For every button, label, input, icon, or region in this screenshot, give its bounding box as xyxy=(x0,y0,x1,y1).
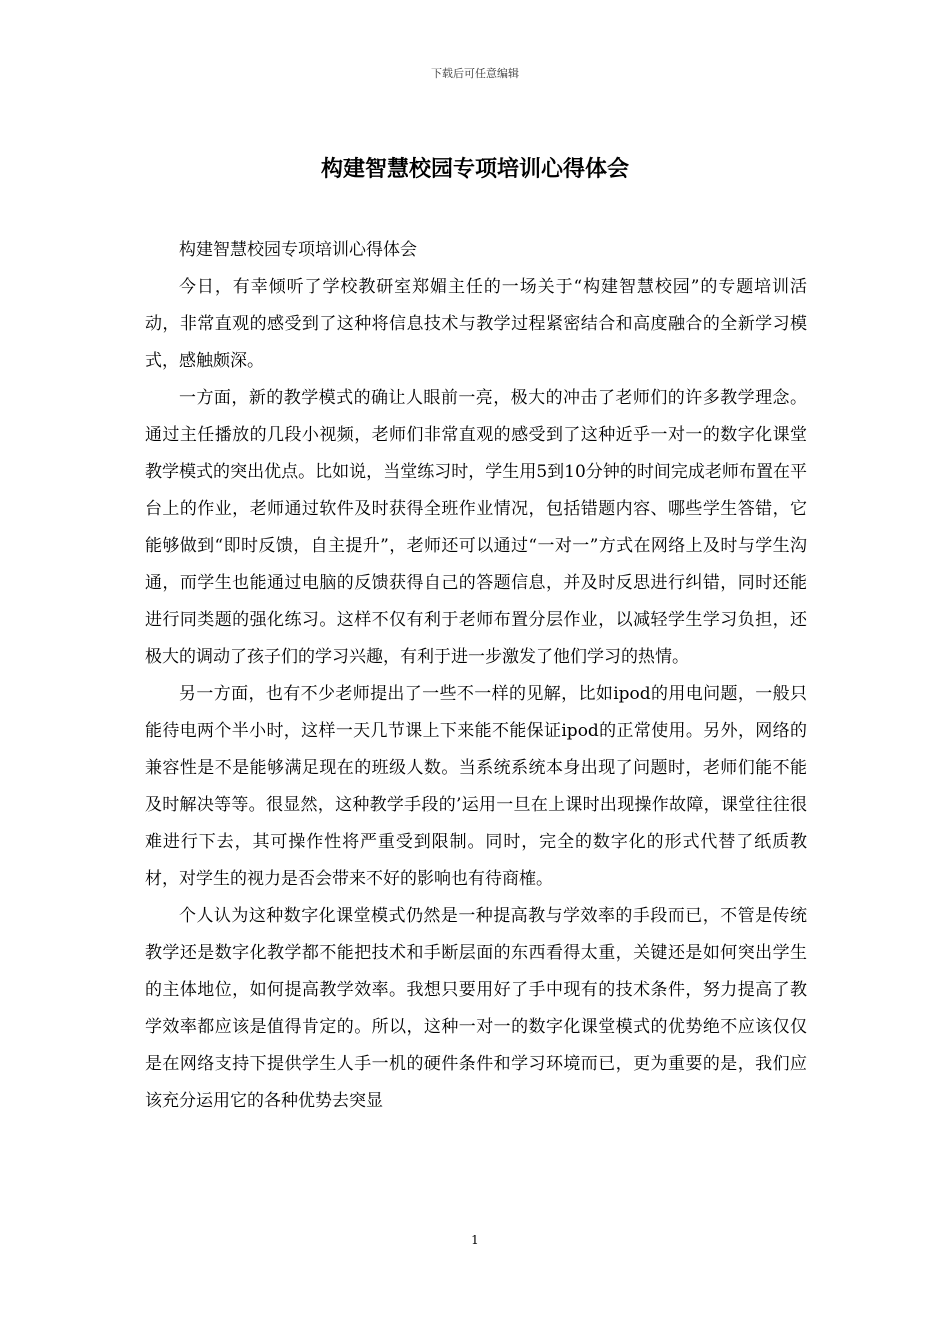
paragraph-concerns: 另一方面，也有不少老师提出了一些不一样的见解，比如ipod的用电问题，一般只能待电两个半小时，这样一天几节课上下来能不能保证ipod的正常使用。另外，网络的兼容性是不是能够满足现在的班级人数。当系统系统本身出现了问题时，老师们能不能及时解决等等。很显然，这种教学手段的’运用一旦在上课时出现操作故障，课堂往往很难进行下去，其可操作性将严重受到限制。同时，完全的数字化的形式代替了纸质教材，对学生的视力是否会带来不好的影响也有待商榷。 xyxy=(145,684,807,889)
paragraph-opinion: 个人认为这种数字化课堂模式仍然是一种提高教与学效率的手段而已，不管是传统教学还是数字化教学都不能把技术和手断层面的东西看得太重，关键还是如何突出学生的主体地位，如何提高教学效率。我想只要用好了手中现有的技术条件，努力提高了教学效率都应该是值得肯定的。所以，这种一对一的数字化课堂模式的优势绝不应该仅仅是在网络支持下提供学生人手一机的硬件条件和学习环境而已，更为重要的是，我们应该充分运用它的各种优势去突显 xyxy=(145,906,807,1111)
paragraph-advantages: 一方面，新的教学模式的确让人眼前一亮，极大的冲击了老师们的许多教学理念。通过主任播放的几段小视频，老师们非常直观的感受到了这种近乎一对一的数字化课堂教学模式的突出优点。比如说，当堂练习时，学生用5到10分钟的时间完成老师布置在平台上的作业，老师通过软件及时获得全班作业情况，包括错题内容、哪些学生答错，它能够做到“即时反馈，自主提升”，老师还可以通过“一对一”方式在网络上及时与学生沟通，而学生也能通过电脑的反馈获得自己的答题信息，并及时反思进行纠错，同时还能进行同类题的强化练习。这样不仅有利于老师布置分层作业，以减轻学生学习负担，还极大的调动了孩子们的学习兴趣，有利于进一步激发了他们学习的热情。 xyxy=(145,388,807,667)
document-body xyxy=(145,232,807,1120)
page-number: 1 xyxy=(471,1233,479,1247)
document-title: 构建智慧校园专项培训心得体会 xyxy=(320,157,629,182)
paragraph-intro: 今日，有幸倾听了学校教研室郑媚主任的一场关于“构建智慧校园”的专题培训活动，非常直观的感受到了这种将信息技术与教学过程紧密结合和高度融合的全新学习模式，感触颇深。 xyxy=(145,277,807,371)
paragraph-subtitle: 构建智慧校园专项培训心得体会 xyxy=(179,240,417,260)
page-header: 下载后可任意编辑 xyxy=(431,67,519,80)
